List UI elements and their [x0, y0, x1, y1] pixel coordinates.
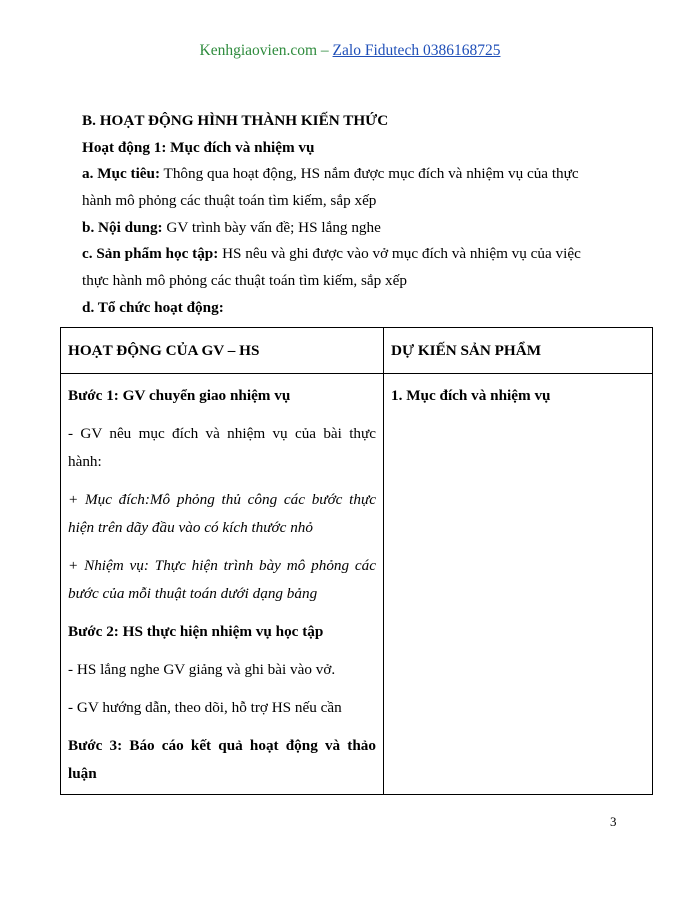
section-title: B. HOẠT ĐỘNG HÌNH THÀNH KIẾN THỨC: [82, 112, 389, 129]
objective-text: Thông qua hoạt động, HS nắm được mục đích và nhiệm vụ của thực: [160, 165, 579, 183]
organize-label: d. Tổ chức hoạt động:: [82, 298, 224, 316]
header-site: Kenhgiaovien.com: [199, 42, 318, 59]
header-dash: –: [320, 42, 329, 59]
activity-cell: [61, 374, 384, 795]
task-line-2: bước của mỗi thuật toán dưới dạng bảng: [68, 585, 318, 602]
product-line-2: thực hành mô phỏng các thuật toán tìm kiếm, sắp xếp: [82, 272, 407, 290]
hs-text: - HS lắng nghe GV giảng và ghi bài vào vở.: [68, 661, 336, 678]
purpose-line-1: + Mục đích:Mô phỏng thủ công các bước thực: [68, 491, 376, 508]
activity-title: Hoạt động 1: Mục đích và nhiệm vụ: [82, 138, 315, 156]
objective-line-1: [82, 161, 622, 188]
gv-text-line-1: - GV nêu mục đích và nhiệm vụ của bài thực: [68, 425, 376, 442]
objective-label: a. Mục tiêu:: [82, 165, 161, 183]
page-header: [0, 42, 700, 60]
header-contact-link[interactable]: Zalo Fidutech 0386168725: [332, 42, 501, 59]
page-number: 3: [610, 814, 617, 829]
product-item: 1. Mục đích và nhiệm vụ: [391, 387, 551, 404]
product-label: c. Sản phẩm học tập:: [82, 245, 219, 263]
step-1: Bước 1: GV chuyển giao nhiệm vụ: [68, 387, 291, 404]
product-line-1: [82, 241, 622, 268]
product-cell: [384, 374, 653, 795]
step-2: Bước 2: HS thực hiện nhiệm vụ học tập: [68, 623, 324, 640]
gv-text-line-2: hành:: [68, 453, 102, 470]
col-header-activity: HOẠT ĐỘNG CỦA GV – HS: [61, 328, 384, 374]
table-header-row: [61, 328, 653, 374]
content-label: b. Nội dung:: [82, 218, 163, 236]
purpose-line-2: hiện trên dãy đầu vào có kích thước nhỏ: [68, 519, 313, 536]
step-3-line-1: Bước 3: Báo cáo kết quả hoạt động và thảo: [68, 737, 376, 754]
step-3-line-2: luận: [68, 765, 97, 782]
col-header-product: DỰ KIẾN SẢN PHẨM: [384, 328, 653, 374]
product-text: HS nêu và ghi được vào vở mục đích và nhiệm vụ của việc: [218, 245, 581, 263]
activity-table: [60, 327, 653, 795]
gv-guide-text: - GV hướng dẫn, theo dõi, hỗ trợ HS nếu cần: [68, 699, 342, 716]
objective-line-2: hành mô phỏng các thuật toán tìm kiếm, sắp xếp: [82, 192, 377, 210]
document-body: [82, 108, 622, 322]
content-text: GV trình bày vấn đề; HS lắng nghe: [162, 218, 381, 236]
content-line: [82, 215, 622, 242]
task-line-1: + Nhiệm vụ: Thực hiện trình bày mô phỏng các: [68, 557, 376, 574]
table-row: [61, 374, 653, 795]
